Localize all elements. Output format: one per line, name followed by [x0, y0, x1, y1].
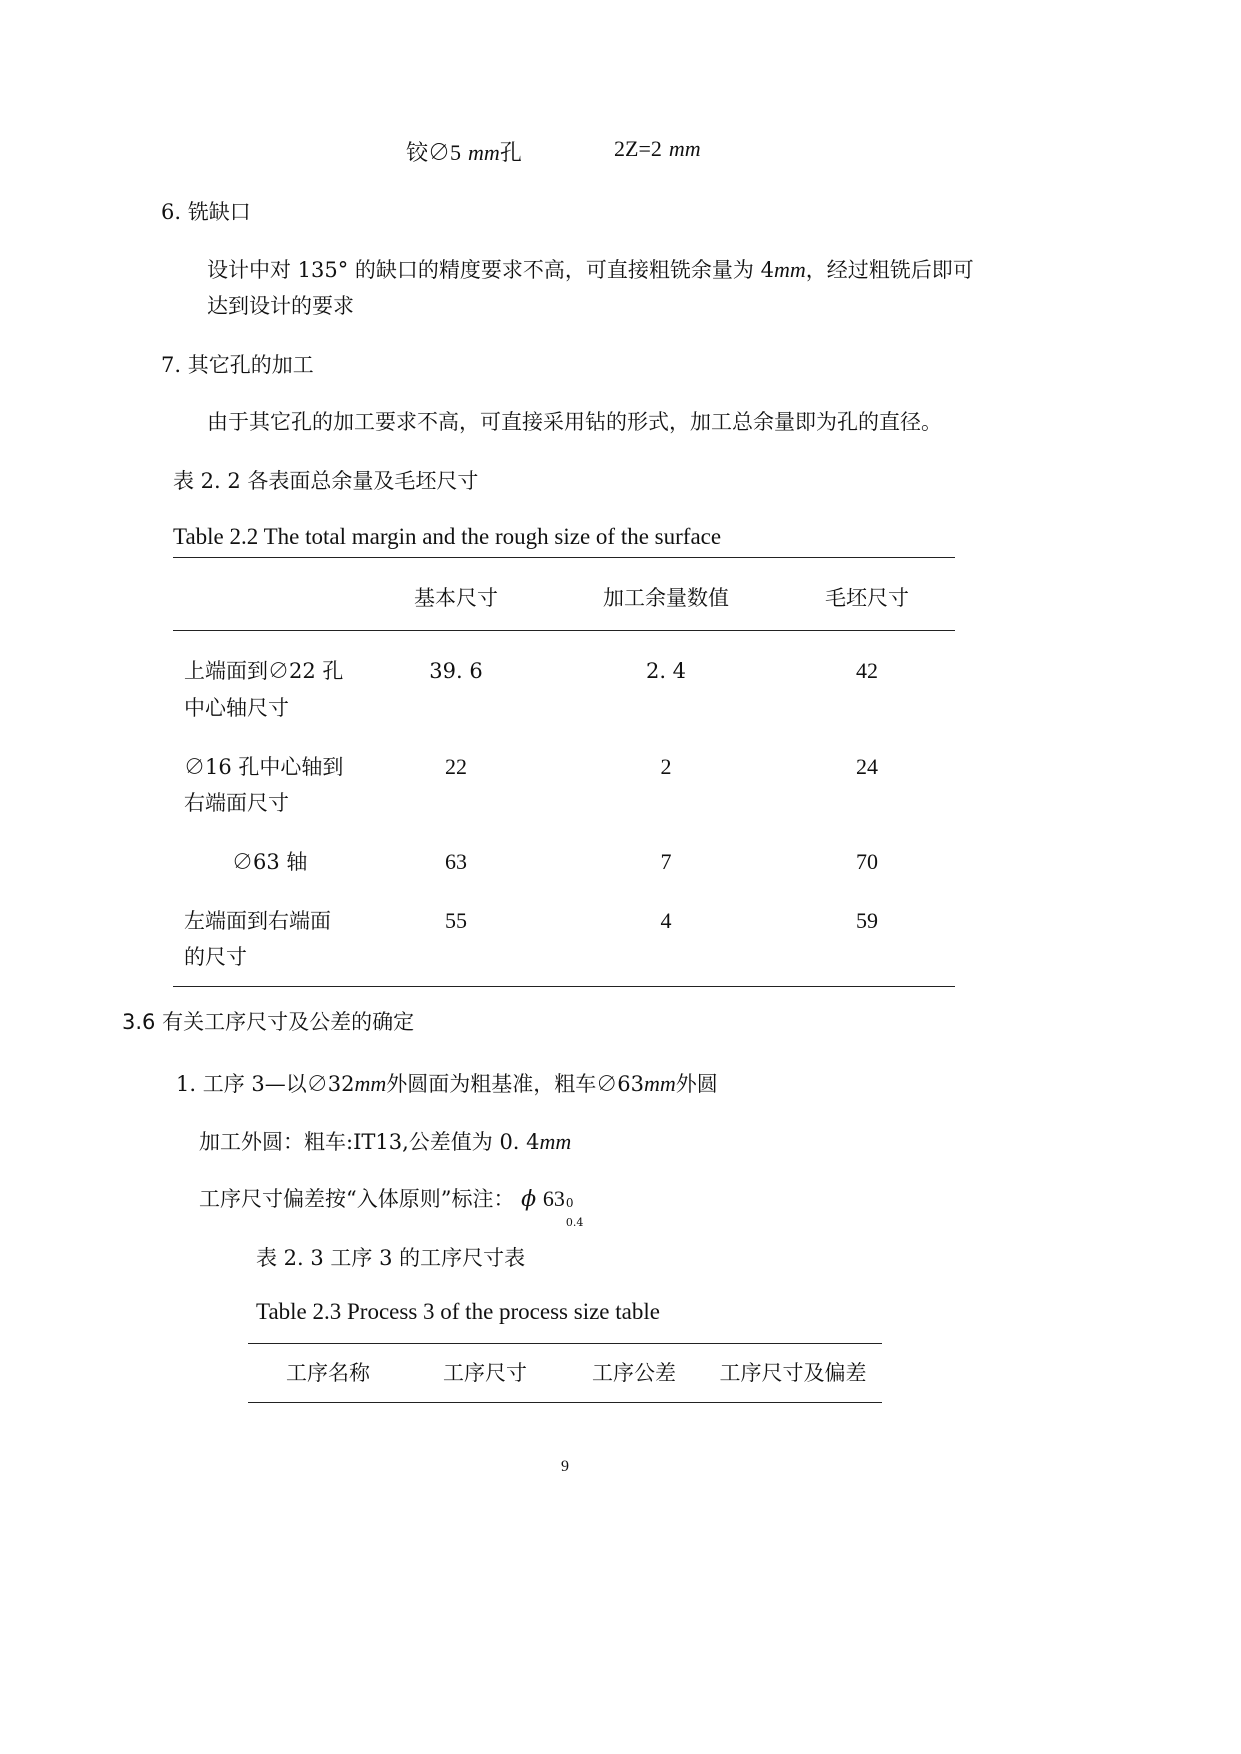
table-header-cell: 毛坯尺寸: [825, 586, 909, 610]
section-6-para-line1: [207, 254, 974, 284]
row-label-line2: 的尺寸: [184, 945, 247, 969]
row-label-line2: 中心轴尺寸: [184, 696, 289, 720]
table22-caption-cn: 表 2. 2 各表面总余量及毛坯尺寸: [173, 469, 479, 493]
table-header-cell: 加工余量数值: [603, 586, 729, 610]
lower-deviation: 0.4: [565, 1216, 584, 1229]
row-label-line1: 上端面到∅22 孔: [184, 659, 344, 683]
table23-caption-cn: 表 2. 3 工序 3 的工序尺寸表: [256, 1246, 526, 1270]
process-3-item: [176, 1068, 718, 1098]
table-header-cell: 工序公差: [592, 1361, 676, 1385]
item-text: 外圆: [675, 1072, 718, 1096]
row-label-line1: ∅63 轴: [232, 850, 308, 874]
top-line-num: 5: [450, 140, 462, 165]
unit-mm: mm: [668, 136, 701, 161]
table23-caption-en: Table 2.3 Process 3 of the process size table: [256, 1299, 660, 1324]
blank-size-cell: 24: [856, 754, 878, 779]
blank-size-cell: 59: [856, 908, 878, 933]
top-line-prefix: 铰: [406, 141, 429, 166]
blank-size-cell: 70: [856, 849, 878, 874]
page-number: 9: [561, 1458, 569, 1475]
table-header-rule: [248, 1402, 882, 1403]
section-7-heading: 7. 其它孔的加工: [161, 353, 314, 377]
section-6-para-line2: 达到设计的要求: [207, 294, 354, 318]
top-line-left: [406, 136, 522, 167]
basic-size-cell: 63: [445, 849, 467, 874]
item-text: 外圆面为粗基准，粗车∅63: [386, 1072, 644, 1096]
para-text: 设计中对 135° 的缺口的精度要求不高，可直接粗铣余量为 4: [207, 258, 774, 282]
unit-mm: mm: [644, 1071, 676, 1096]
table-header-cell: 工序尺寸: [443, 1361, 527, 1385]
allowance-formula: 2Z=2: [614, 136, 662, 161]
dimension-value: 63: [542, 1186, 565, 1211]
row-label-line1: ∅16 孔中心轴到: [184, 755, 344, 779]
table-header-rule: [173, 630, 955, 631]
diameter-symbol: ∅: [428, 141, 451, 166]
section-6-heading: 6. 铣缺口: [161, 200, 251, 224]
table-top-rule: [173, 557, 955, 558]
section-7-para: 由于其它孔的加工要求不高，可直接采用钻的形式，加工总余量即为孔的直径。: [207, 410, 942, 434]
table-header-cell: 工序尺寸及偏差: [719, 1361, 867, 1385]
section-3-6-heading: 3.6 有关工序尺寸及公差的确定: [122, 1010, 415, 1034]
line-text: 加工外圆：粗车:IT13,公差值为 0. 4: [199, 1130, 540, 1154]
top-line-suffix: 孔: [499, 141, 522, 166]
unit-mm: mm: [468, 140, 500, 165]
basic-size-cell: 55: [445, 908, 467, 933]
para-text: ，经过粗铣后即可: [805, 258, 974, 282]
phi-symbol: ϕ: [521, 1187, 537, 1212]
allowance-cell: 4: [660, 908, 672, 933]
table22-caption-en: Table 2.2 The total margin and the rough size of the surface: [173, 524, 722, 549]
row-label-line1: 左端面到右端面: [184, 909, 331, 933]
basic-size-cell: 39. 6: [429, 659, 483, 683]
line-text: 工序尺寸偏差按“入体原则”标注：: [199, 1187, 515, 1211]
unit-mm: mm: [773, 257, 806, 282]
upper-deviation: 0: [565, 1196, 574, 1210]
allowance-cell: 2. 4: [645, 659, 687, 683]
allowance-cell: 2: [660, 754, 672, 779]
blank-size-cell: 42: [856, 658, 878, 683]
turning-tolerance-line: [199, 1126, 571, 1156]
row-label-line2: 右端面尺寸: [184, 791, 289, 815]
allowance-cell: 7: [660, 849, 672, 874]
basic-size-cell: 22: [445, 754, 467, 779]
table-top-rule: [248, 1343, 882, 1344]
top-line-right: [614, 136, 701, 162]
unit-mm: mm: [354, 1071, 387, 1096]
item-text: 1. 工序 3—以∅32: [176, 1072, 355, 1096]
deviation-line: [199, 1183, 584, 1229]
table-header-cell: 基本尺寸: [414, 586, 498, 610]
unit-mm: mm: [539, 1129, 572, 1154]
table-bottom-rule: [173, 986, 955, 987]
table-header-cell: 工序名称: [286, 1361, 370, 1385]
